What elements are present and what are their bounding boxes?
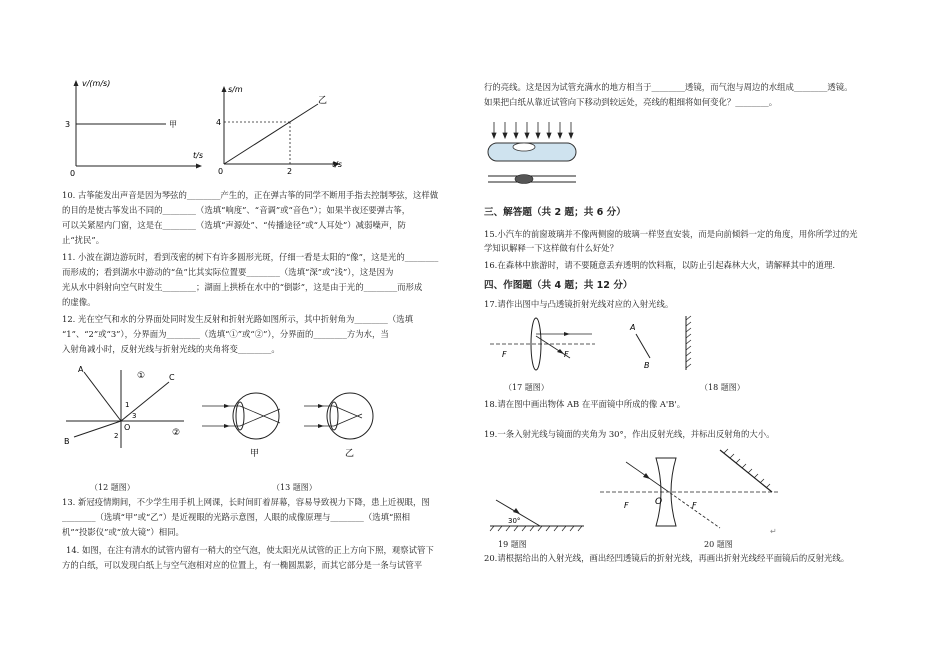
- q12-line2: “1”、“2”或“3”），分界面为________（选填“①”或“②”），分界面的________方为水，当: [62, 329, 389, 339]
- st-origin: 0: [218, 167, 224, 176]
- fig19-angle-label: 30°: [508, 517, 521, 525]
- fig12-circle-2: ②: [172, 428, 181, 438]
- fig18-object-ab: [636, 334, 650, 358]
- fig13-label-right: 乙: [345, 449, 355, 459]
- caption-fig18: （18 题图）: [700, 383, 745, 392]
- q11-line4: 的虚像。: [62, 297, 96, 307]
- figure-20-concave-lens: [600, 446, 790, 536]
- figure-19-mirror-ray: [488, 492, 588, 542]
- q13-line3: 机”“投影仪”或“放大镜”）相同。: [62, 527, 184, 537]
- q15-line2: 学知识解释一下这样做有什么好处？: [484, 243, 618, 253]
- st-yvalue: 4: [216, 118, 222, 127]
- fig12-label-c: C: [169, 373, 175, 382]
- fig12-angle-1: 1: [125, 401, 130, 409]
- q10-line3: 可以关紧屋内门窗，这是在________（选填“声源处”、“传播途径”或“人耳处”）减弱噪声，防: [62, 220, 406, 230]
- figure-vt-graph: [60, 78, 203, 178]
- section-4-heading: 四、作图题（共 4 题；共 12 分）: [484, 280, 633, 291]
- fig13-eye-right: [304, 393, 373, 439]
- section-3-heading: 三、解答题（共 2 题；共 6 分）: [484, 207, 626, 218]
- fig20-mirror-hatch: [724, 449, 770, 488]
- fig20-label-o: O: [655, 497, 663, 507]
- q12-line1: 12. 光在空气和水的分界面处同时发生反射和折射光路如图所示，其中折射角为________（选填: [62, 314, 413, 324]
- q10-line4: 止“扰民”。: [62, 235, 105, 245]
- caption-fig13: （13 题图）: [272, 483, 317, 492]
- fig19-arrow: [513, 508, 520, 514]
- q19-line: 19.一条入射光线与镜面的夹角为 30°，作出反射光线，并标出反射角的大小。: [484, 429, 775, 439]
- fig13-eye-left: [202, 393, 280, 439]
- q14-line4: 如果把白纸从靠近试管向下移动到较远处，亮线的粗细将如何变化？________。: [484, 97, 778, 107]
- fig18-label-b: B: [644, 361, 650, 370]
- fig20-label-f1: F: [624, 501, 629, 510]
- fig18-mirror-hatch: [686, 316, 691, 368]
- st-ylabel: s/m: [228, 85, 243, 94]
- fig17-label-f1: F: [502, 350, 507, 359]
- fig14-sun-rays: [492, 122, 573, 138]
- figure-13-eyes: [200, 388, 395, 458]
- fig17-arrow-1: [564, 332, 570, 336]
- st-xvalue: 2: [287, 167, 293, 176]
- q14-line2: 方的白纸，可以发现白纸上与空气泡相对应的位置上，有一椭圆黑影，而其它部分是一条与试管平: [62, 560, 423, 570]
- vt-x-arrow: [196, 164, 202, 169]
- q13-line1: 13. 新冠疫情期间，不少学生用手机上网课，长时间盯着屏幕，容易导致视力下降，患上近视眼，图: [62, 497, 430, 507]
- fig12-circle-1: ①: [137, 371, 146, 381]
- q10-line2: 的目的是使古筝发出不同的________（选填“响度”、“音调”或“音色”）；如果半夜还要弹古筝，: [62, 205, 411, 215]
- caption-fig20: 20 题图: [704, 540, 733, 549]
- q20-line: 20.请根据给出的入射光线，画出经凹透镜后的折射光线，再画出折射光线经平面镜后的反射光线。: [484, 553, 850, 563]
- q10-line1: 10. 古筝能发出声音是因为琴弦的________产生的，正在弹古筝的同学不断用手指去控制琴弦，这样做: [62, 190, 439, 200]
- st-line-label: 乙: [318, 96, 328, 106]
- q18-line: 18.请在图中画出物体 AB 在平面镜中所成的像 A'B'。: [484, 399, 686, 409]
- fig20-arrow: [643, 473, 650, 479]
- fig12-label-a: A: [78, 365, 84, 374]
- vt-y-arrow: [74, 80, 79, 86]
- figure-st-graph: [214, 84, 344, 174]
- fig20-mirror: [720, 450, 772, 492]
- caption-fig19: 19 题图: [498, 540, 527, 549]
- q17-line: 17.请作出图中与凸透镜折射光线对应的入射光线。: [484, 299, 674, 309]
- q11-line1: 11. 小波在湖边游玩时，看到茂密的树下有许多圆形光斑，仔细一看是太阳的“像”，这是光的________: [62, 252, 439, 262]
- q15-line1: 15.小汽车的前窗玻璃并不像两侧窗的玻璃一样竖直安装，而是向前倾斜一定的角度，用你所学过的光: [484, 229, 858, 239]
- vt-value-label: 3: [65, 120, 71, 129]
- caption-fig17: （17 题图）: [504, 383, 549, 392]
- fig13-label-left: 甲: [250, 449, 260, 459]
- figure-14-test-tube: [486, 118, 586, 190]
- vt-ylabel: v/(m/s): [82, 79, 111, 88]
- fig19-mirror-hatch: [490, 526, 582, 531]
- fig17-label-f2: F: [564, 350, 569, 359]
- fig20-return-mark: ↵: [770, 527, 777, 536]
- fig14-air-bubble: [513, 143, 535, 151]
- vt-xlabel: t/s: [193, 151, 203, 160]
- q16-line: 16.在森林中旅游时，请不要随意丢弃透明的饮料瓶，以防止引起森林大火，请解释其中的道理.: [484, 260, 835, 270]
- vt-origin: 0: [70, 169, 76, 178]
- q11-line3: 光从水中斜射向空气时发生________；湖面上拱桥在水中的“倒影”，这是由于光的________而形成: [62, 282, 423, 292]
- figure-18-plane-mirror: [624, 312, 714, 374]
- fig20-label-f2: F: [692, 501, 697, 510]
- q12-line3: 入射角减小时，反射光线与折射光线的夹角将变________。: [62, 344, 280, 354]
- st-line-yi: [224, 104, 318, 164]
- figure-17-convex-lens: [490, 312, 600, 382]
- figure-12-refraction: [62, 360, 197, 450]
- fig12-label-b: B: [64, 437, 70, 446]
- st-y-arrow: [222, 86, 227, 92]
- q14-line1: 14. 如图，在注有清水的试管内留有一稍大的空气泡，使太阳光从试管的正上方向下照，观察试管下: [66, 545, 434, 555]
- fig17-arrow-2: [557, 349, 564, 354]
- caption-fig12: （12 题图）: [90, 483, 135, 492]
- fig12-label-o: O: [124, 423, 131, 432]
- fig12-angle-2: 2: [114, 432, 119, 440]
- q14-line3: 行的亮线。这是因为试管充满水的地方相当于________透镜，而气泡与周边的水组成________透镜。: [484, 82, 853, 92]
- fig14-shadow: [515, 175, 533, 184]
- fig18-label-a: A: [630, 323, 636, 332]
- vt-line-label: 甲: [169, 120, 177, 129]
- st-xlabel: t/s: [332, 160, 342, 169]
- q11-line2: 而形成的；看到湖水中游动的“鱼”比其实际位置要________（选填“深”或“浅”），这是因为: [62, 267, 394, 277]
- fig12-ray-a: [84, 372, 121, 421]
- q13-line2: ________（选填“甲”或“乙”）是近视眼的光路示意图，人眼的成像原理与________（选填“照相: [62, 512, 411, 522]
- fig12-angle-3: 3: [132, 412, 137, 420]
